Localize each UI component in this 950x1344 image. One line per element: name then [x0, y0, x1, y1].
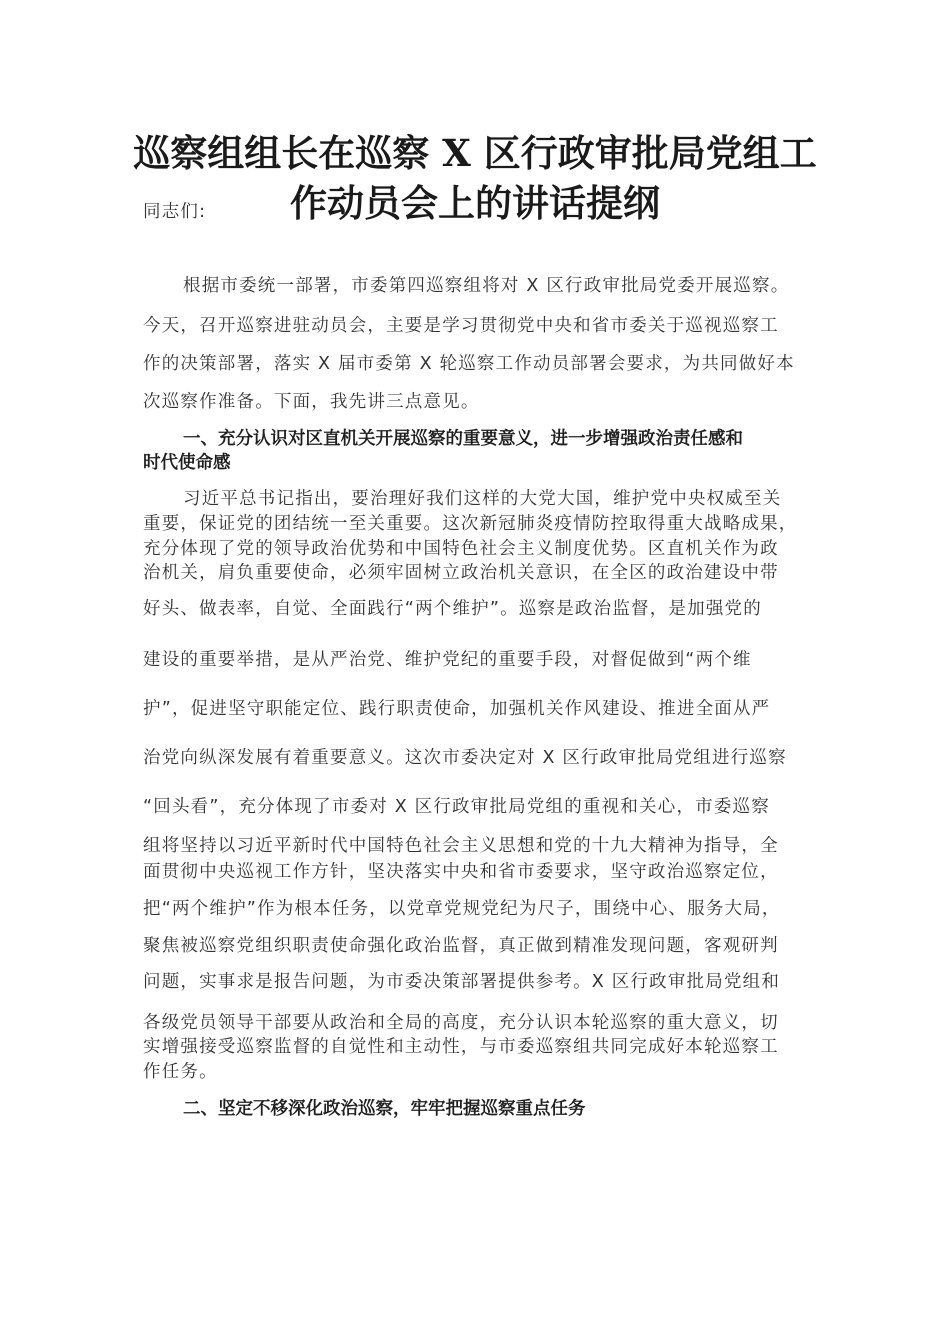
- body-line: 建设的重要举措，是从严治党、维护党纪的重要手段，对督促做到“两个维: [143, 650, 752, 670]
- title-line: 作动员会上的讲话提纲: [290, 181, 660, 225]
- body-line: 组将坚持以习近平新时代中国特色社会主义思想和党的十九大精神为指导，全: [143, 836, 779, 856]
- body-line: 聚焦被巡察党组织职责使命强化政治监督，真正做到精准发现问题，客观研判: [143, 936, 779, 956]
- body-line: “回头看”，充分体现了市委对 X 区行政审批局党组的重视和关心，市委巡察: [143, 797, 770, 817]
- section-heading: 时代使命感: [143, 453, 231, 473]
- intro-line: 今天，召开巡察进驻动员会，主要是学习贯彻党中央和省市委关于巡视巡察工: [143, 316, 779, 336]
- body-line: 护”，促进坚守职能定位、践行职责使命，加强机关作风建设、推进全面从严: [143, 699, 771, 719]
- intro-line: 次巡察作准备。下面，我先讲三点意见。: [143, 392, 480, 412]
- section-heading: 二、坚定不移深化政治巡察，牢牢把握巡察重点任务: [183, 1099, 586, 1119]
- title-line: 巡察组组长在巡察 X 区行政审批局党组工: [133, 131, 817, 175]
- body-line: 各级党员领导干部要从政治和全局的高度，充分认识本轮巡察的重大意义，切: [143, 1013, 779, 1033]
- body-line: 把“两个维护”作为根本任务，以党章党规党纪为尺子，围绕中心、服务大局，: [143, 899, 781, 919]
- body-line: 好头、做表率，自觉、全面践行“两个维护”。巡察是政治监督，是加强党的: [143, 599, 762, 619]
- body-line: 实增强接受巡察监督的自觉性和主动性，与市委巡察组共同完成好本轮巡察工: [143, 1037, 779, 1057]
- body-line: 习近平总书记指出，要治理好我们这样的大党大国，维护党中央权威至关: [183, 489, 782, 509]
- body-line: 作任务。: [143, 1062, 218, 1082]
- intro-line: 根据市委统一部署，市委第四巡察组将对 X 区行政审批局党委开展巡察。: [183, 276, 790, 296]
- salutation: 同志们:: [143, 202, 207, 222]
- body-line: 重要，保证党的团结统一至关重要。这次新冠肺炎疫情防控取得重大战略成果，: [143, 514, 798, 534]
- body-line: 问题，实事求是报告问题，为市委决策部署提供参考。X 区行政审批局党组和: [143, 972, 781, 992]
- document-title: [130, 128, 820, 228]
- section-heading: 一、充分认识对区直机关开展巡察的重要意义，进一步增强政治责任感和: [183, 429, 743, 449]
- body-line: 治机关，肩负重要使命，必须牢固树立政治机关意识，在全区的政治建设中带: [143, 563, 779, 583]
- body-line: 充分体现了党的领导政治优势和中国特色社会主义制度优势。区直机关作为政: [143, 539, 779, 559]
- body-line: 治党向纵深发展有着重要意义。这次市委决定对 X 区行政审批局党组进行巡察: [143, 748, 787, 768]
- intro-line: 作的决策部署，落实 X 届市委第 X 轮巡察工作动员部署会要求，为共同做好本: [143, 354, 795, 374]
- body-line: 面贯彻中央巡视工作方针，坚决落实中央和省市委要求，坚守政治巡察定位，: [143, 862, 779, 882]
